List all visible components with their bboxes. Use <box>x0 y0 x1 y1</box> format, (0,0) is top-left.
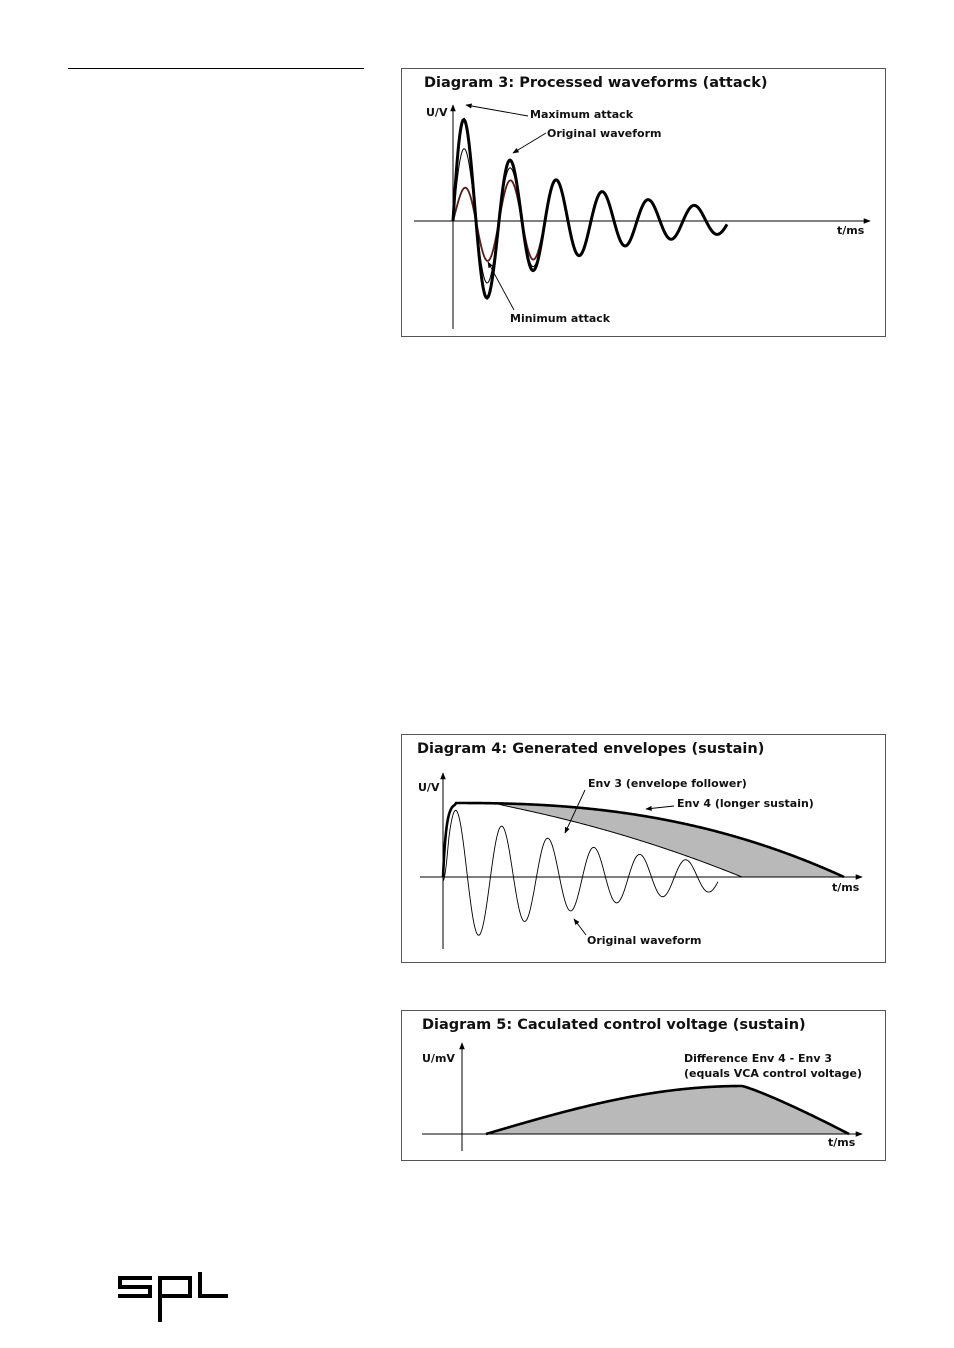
diagram4-env4-label: Env 4 (longer sustain) <box>677 797 814 810</box>
diagram3-max-pointer <box>466 105 528 116</box>
header-rule <box>68 68 364 69</box>
diagram5-annotation-line1: Difference Env 4 - Env 3 <box>684 1052 833 1065</box>
diagram4-env4-pointer <box>646 806 674 809</box>
diagram5-title: Diagram 5: Caculated control voltage (sustain) <box>422 1017 806 1033</box>
diagram3-y-label: U/V <box>426 106 448 119</box>
diagram3-max-attack-wave <box>453 120 727 298</box>
diagram3-panel <box>401 68 886 337</box>
diagram4-orig-pointer <box>574 919 586 935</box>
diagram3-min-label: Minimum attack <box>510 312 611 325</box>
diagram3-svg <box>402 69 887 338</box>
diagram5-y-label: U/mV <box>422 1052 455 1065</box>
diagram4-x-label: t/ms <box>832 881 860 894</box>
diagram4-svg <box>402 735 887 964</box>
spl-logo <box>118 1272 230 1324</box>
diagram4-title: Diagram 4: Generated envelopes (sustain) <box>417 741 765 757</box>
diagram4-panel <box>401 734 886 963</box>
diagram5-svg <box>402 1011 887 1162</box>
diagram5-annotation-line2: (equals VCA control voltage) <box>684 1067 862 1080</box>
diagram3-orig-label: Original waveform <box>547 127 662 140</box>
diagram5-control-voltage-area <box>486 1086 849 1134</box>
diagram3-max-label: Maximum attack <box>530 108 634 121</box>
diagram5-x-label: t/ms <box>828 1136 856 1149</box>
diagram4-orig-label: Original waveform <box>587 934 702 947</box>
diagram4-y-label: U/V <box>418 781 440 794</box>
diagram5-panel <box>401 1010 886 1161</box>
diagram3-x-label: t/ms <box>837 224 865 237</box>
diagram4-sustain-area <box>456 803 844 877</box>
diagram4-env3-label: Env 3 (envelope follower) <box>588 777 747 790</box>
diagram3-title: Diagram 3: Processed waveforms (attack) <box>424 75 768 91</box>
diagram3-orig-pointer <box>513 133 546 153</box>
